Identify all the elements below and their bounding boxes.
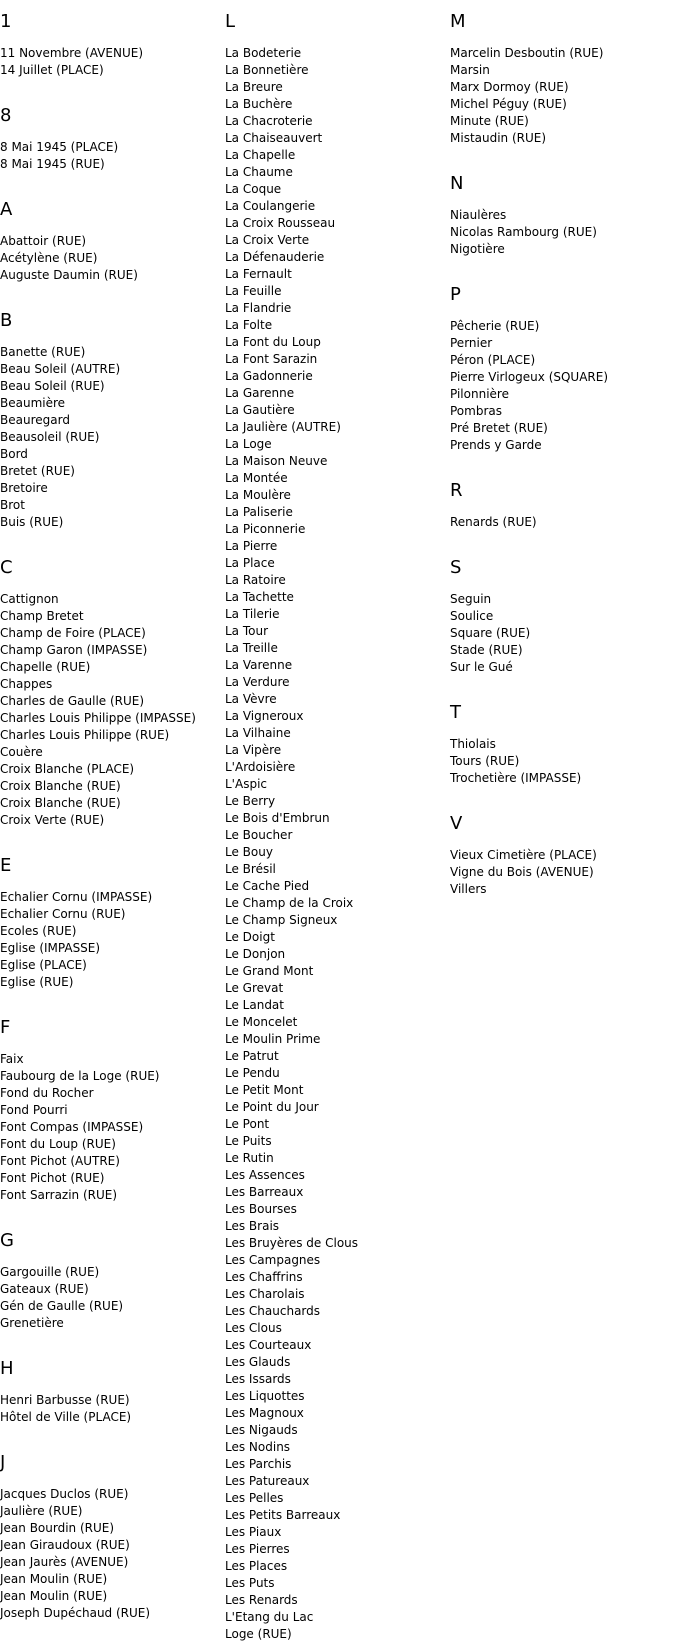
street-entry: La Tour bbox=[225, 624, 269, 638]
letter-section-g bbox=[0, 1227, 220, 1355]
street-entry: La Gadonnerie bbox=[225, 369, 313, 383]
street-list bbox=[450, 36, 670, 147]
street-entry: Pernier bbox=[450, 336, 493, 350]
street-entry: Minute (RUE) bbox=[450, 114, 529, 128]
letter-section-e bbox=[0, 852, 220, 1014]
street-list bbox=[0, 224, 220, 284]
section-letter-heading: F bbox=[0, 1017, 11, 1038]
street-list bbox=[0, 36, 220, 79]
street-list bbox=[450, 309, 670, 454]
section-spacer bbox=[0, 829, 220, 852]
street-list bbox=[0, 1255, 220, 1332]
street-entry: 8 Mai 1945 (RUE) bbox=[0, 157, 105, 171]
street-entry: La Chapelle bbox=[225, 148, 296, 162]
street-entry: Abattoir (RUE) bbox=[0, 234, 87, 248]
section-letter-heading: 8 bbox=[0, 105, 12, 126]
street-entry: Le Donjon bbox=[225, 947, 286, 961]
street-entry: Bord bbox=[0, 447, 28, 461]
letter-section-c bbox=[0, 554, 220, 852]
street-entry: Font Compas (IMPASSE) bbox=[0, 1120, 144, 1134]
section-spacer bbox=[450, 258, 670, 281]
street-list bbox=[0, 880, 220, 991]
street-entry: Le Bois d'Embrun bbox=[225, 811, 330, 825]
section-letter-heading: V bbox=[450, 813, 463, 834]
street-entry: Gén de Gaulle (RUE) bbox=[0, 1299, 124, 1313]
section-letter-heading: T bbox=[450, 702, 461, 723]
street-entry: Pierre Virlogeux (SQUARE) bbox=[450, 370, 609, 384]
section-spacer bbox=[0, 531, 220, 554]
letter-section-h bbox=[0, 1355, 220, 1449]
street-entry: Font Pichot (AUTRE) bbox=[0, 1154, 120, 1168]
street-entry: La Moulère bbox=[225, 488, 291, 502]
letter-section-t bbox=[450, 699, 670, 810]
section-spacer bbox=[450, 531, 670, 554]
street-entry: Les Liquottes bbox=[225, 1389, 305, 1403]
street-entry: Les Petits Barreaux bbox=[225, 1508, 341, 1522]
street-entry: Jean Jaurès (AVENUE) bbox=[0, 1555, 129, 1569]
street-index-column-3 bbox=[450, 8, 670, 898]
street-list bbox=[450, 582, 670, 676]
letter-section-r bbox=[450, 477, 670, 554]
street-entry: Eglise (IMPASSE) bbox=[0, 941, 101, 955]
street-entry: Les Chauchards bbox=[225, 1304, 321, 1318]
street-entry: Les Clous bbox=[225, 1321, 282, 1335]
street-entry: La Coque bbox=[225, 182, 282, 196]
street-index-column-2 bbox=[225, 8, 445, 1643]
street-entry: Renards (RUE) bbox=[450, 515, 537, 529]
street-entry: Les Glauds bbox=[225, 1355, 291, 1369]
section-spacer bbox=[0, 1426, 220, 1449]
street-entry: Jacques Duclos (RUE) bbox=[0, 1487, 129, 1501]
street-entry: Beau Soleil (AUTRE) bbox=[0, 362, 121, 376]
street-entry: La Piconnerie bbox=[225, 522, 306, 536]
street-entry: La Feuille bbox=[225, 284, 282, 298]
street-entry: Croix Blanche (RUE) bbox=[0, 779, 121, 793]
street-entry: Champ de Foire (PLACE) bbox=[0, 626, 146, 640]
street-entry: La Vigneroux bbox=[225, 709, 304, 723]
street-entry: Fond Pourri bbox=[0, 1103, 68, 1117]
street-list bbox=[0, 335, 220, 531]
section-letter-heading: P bbox=[450, 284, 461, 305]
street-entry: Le Cache Pied bbox=[225, 879, 310, 893]
street-entry: Charles Louis Philippe (RUE) bbox=[0, 728, 170, 742]
street-index-column-1 bbox=[0, 8, 220, 1622]
street-entry: Marcelin Desboutin (RUE) bbox=[450, 46, 604, 60]
street-entry: Auguste Daumin (RUE) bbox=[0, 268, 138, 282]
street-entry: Les Chaffrins bbox=[225, 1270, 303, 1284]
street-entry: Pilonnière bbox=[450, 387, 509, 401]
street-list bbox=[0, 130, 220, 173]
street-entry: Nicolas Rambourg (RUE) bbox=[450, 225, 597, 239]
street-entry: Cattignon bbox=[0, 592, 59, 606]
street-entry: Vigne du Bois (AVENUE) bbox=[450, 865, 594, 879]
street-entry: Grenetière bbox=[0, 1316, 64, 1330]
street-entry: Le Moulin Prime bbox=[225, 1032, 321, 1046]
street-list bbox=[450, 198, 670, 258]
street-entry: Banette (RUE) bbox=[0, 345, 86, 359]
letter-section-m bbox=[450, 8, 670, 170]
street-entry: La Font du Loup bbox=[225, 335, 321, 349]
street-entry: La Chaiseauvert bbox=[225, 131, 323, 145]
street-entry: Jean Bourdin (RUE) bbox=[0, 1521, 115, 1535]
street-entry: Echalier Cornu (RUE) bbox=[0, 907, 126, 921]
street-entry: Square (RUE) bbox=[450, 626, 531, 640]
street-entry: La Vipère bbox=[225, 743, 282, 757]
street-entry: Fond du Rocher bbox=[0, 1086, 94, 1100]
street-entry: Font du Loup (RUE) bbox=[0, 1137, 116, 1151]
street-entry: Les Campagnes bbox=[225, 1253, 321, 1267]
street-entry: La Tilerie bbox=[225, 607, 280, 621]
street-entry: Sur le Gué bbox=[450, 660, 513, 674]
street-entry: 11 Novembre (AVENUE) bbox=[0, 46, 143, 60]
street-entry: Gargouille (RUE) bbox=[0, 1265, 100, 1279]
street-entry: Le Pendu bbox=[225, 1066, 280, 1080]
section-letter-heading: E bbox=[0, 855, 12, 876]
street-entry: La Défenauderie bbox=[225, 250, 325, 264]
street-entry: Les Nigauds bbox=[225, 1423, 298, 1437]
street-entry: Eglise (PLACE) bbox=[0, 958, 87, 972]
street-entry: Les Pelles bbox=[225, 1491, 284, 1505]
street-entry: L'Ardoisière bbox=[225, 760, 296, 774]
street-entry: La Folte bbox=[225, 318, 273, 332]
street-entry: Jean Moulin (RUE) bbox=[0, 1589, 108, 1603]
section-spacer bbox=[0, 284, 220, 307]
street-entry: Le Patrut bbox=[225, 1049, 279, 1063]
street-entry: La Font Sarazin bbox=[225, 352, 318, 366]
street-entry: La Ratoire bbox=[225, 573, 286, 587]
street-entry: Les Places bbox=[225, 1559, 288, 1573]
street-entry: La Gautière bbox=[225, 403, 295, 417]
street-entry: Les Bruyères de Clous bbox=[225, 1236, 359, 1250]
street-list bbox=[0, 1383, 220, 1426]
street-entry: La Fernault bbox=[225, 267, 292, 281]
section-letter-heading: M bbox=[450, 11, 466, 32]
street-entry: Villers bbox=[450, 882, 487, 896]
section-spacer bbox=[0, 79, 220, 102]
street-entry: La Verdure bbox=[225, 675, 290, 689]
street-entry: 14 Juillet (PLACE) bbox=[0, 63, 104, 77]
street-entry: Les Piaux bbox=[225, 1525, 282, 1539]
street-entry: Chapelle (RUE) bbox=[0, 660, 91, 674]
section-letter-heading: N bbox=[450, 173, 464, 194]
street-entry: La Bonnetière bbox=[225, 63, 309, 77]
street-entry: Les Renards bbox=[225, 1593, 298, 1607]
letter-section-l bbox=[225, 8, 445, 1643]
street-entry: Le Rutin bbox=[225, 1151, 274, 1165]
street-entry: Les Pierres bbox=[225, 1542, 290, 1556]
street-entry: Charles Louis Philippe (IMPASSE) bbox=[0, 711, 196, 725]
street-entry: Jean Moulin (RUE) bbox=[0, 1572, 108, 1586]
street-entry: Bretet (RUE) bbox=[0, 464, 75, 478]
street-entry: Pombras bbox=[450, 404, 502, 418]
street-entry: Les Nodins bbox=[225, 1440, 291, 1454]
street-entry: Croix Blanche (RUE) bbox=[0, 796, 121, 810]
street-entry: La Montée bbox=[225, 471, 288, 485]
street-entry: La Croix Verte bbox=[225, 233, 310, 247]
street-entry: Marsin bbox=[450, 63, 490, 77]
street-list bbox=[225, 36, 445, 1643]
street-entry: Le Champ de la Croix bbox=[225, 896, 354, 910]
street-entry: La Maison Neuve bbox=[225, 454, 328, 468]
street-entry: Les Issards bbox=[225, 1372, 291, 1386]
street-entry: Le Grevat bbox=[225, 981, 284, 995]
street-entry: Acétylène (RUE) bbox=[0, 251, 98, 265]
street-entry: Charles de Gaulle (RUE) bbox=[0, 694, 145, 708]
street-entry: Croix Verte (RUE) bbox=[0, 813, 105, 827]
street-entry: La Bodeterie bbox=[225, 46, 302, 60]
street-entry: La Varenne bbox=[225, 658, 293, 672]
street-entry: Le Doigt bbox=[225, 930, 275, 944]
section-letter-heading: A bbox=[0, 199, 13, 220]
street-entry: Stade (RUE) bbox=[450, 643, 523, 657]
street-entry: Prends y Garde bbox=[450, 438, 542, 452]
street-entry: Les Assences bbox=[225, 1168, 305, 1182]
street-entry: Font Sarrazin (RUE) bbox=[0, 1188, 118, 1202]
street-entry: Les Magnoux bbox=[225, 1406, 304, 1420]
letter-section-a bbox=[0, 196, 220, 307]
street-entry: Les Brais bbox=[225, 1219, 280, 1233]
street-entry: La Pierre bbox=[225, 539, 278, 553]
section-spacer bbox=[0, 173, 220, 196]
section-letter-heading: G bbox=[0, 1230, 14, 1251]
street-entry: Nigotière bbox=[450, 242, 505, 256]
street-entry: Faix bbox=[0, 1052, 24, 1066]
street-entry: La Flandrie bbox=[225, 301, 292, 315]
street-entry: La Garenne bbox=[225, 386, 295, 400]
letter-section-s bbox=[450, 554, 670, 699]
street-entry: Pré Bretet (RUE) bbox=[450, 421, 548, 435]
street-entry: Champ Garon (IMPASSE) bbox=[0, 643, 148, 657]
street-entry: La Vèvre bbox=[225, 692, 277, 706]
street-entry: Faubourg de la Loge (RUE) bbox=[0, 1069, 160, 1083]
street-entry: Les Bourses bbox=[225, 1202, 297, 1216]
street-entry: Michel Péguy (RUE) bbox=[450, 97, 567, 111]
letter-section-f bbox=[0, 1014, 220, 1227]
street-entry: Le Bouy bbox=[225, 845, 273, 859]
letter-section-v bbox=[450, 810, 670, 898]
street-entry: Tours (RUE) bbox=[450, 754, 520, 768]
street-entry: Le Brésil bbox=[225, 862, 276, 876]
section-letter-heading: B bbox=[0, 310, 13, 331]
section-spacer bbox=[450, 147, 670, 170]
section-letter-heading: C bbox=[0, 557, 13, 578]
street-entry: Beau Soleil (RUE) bbox=[0, 379, 105, 393]
street-entry: Les Parchis bbox=[225, 1457, 292, 1471]
letter-section-b bbox=[0, 307, 220, 554]
section-letter-heading: R bbox=[450, 480, 463, 501]
letter-section-n bbox=[450, 170, 670, 281]
street-entry: Chappes bbox=[0, 677, 53, 691]
street-entry: Le Petit Mont bbox=[225, 1083, 304, 1097]
street-entry: Eglise (RUE) bbox=[0, 975, 74, 989]
street-list bbox=[450, 727, 670, 787]
street-entry: Henri Barbusse (RUE) bbox=[0, 1393, 130, 1407]
street-entry: Marx Dormoy (RUE) bbox=[450, 80, 569, 94]
street-entry: Thiolais bbox=[450, 737, 496, 751]
street-entry: La Jaulière (AUTRE) bbox=[225, 420, 341, 434]
street-entry: Champ Bretet bbox=[0, 609, 84, 623]
section-letter-heading: H bbox=[0, 1358, 14, 1379]
street-entry: Beaumière bbox=[0, 396, 66, 410]
street-entry: La Place bbox=[225, 556, 275, 570]
street-entry: Le Champ Signeux bbox=[225, 913, 338, 927]
street-entry: Mistaudin (RUE) bbox=[450, 131, 547, 145]
section-spacer bbox=[450, 676, 670, 699]
street-entry: Vieux Cimetière (PLACE) bbox=[450, 848, 597, 862]
street-entry: Les Patureaux bbox=[225, 1474, 310, 1488]
street-entry: Hôtel de Ville (PLACE) bbox=[0, 1410, 132, 1424]
street-entry: Les Puts bbox=[225, 1576, 275, 1590]
street-entry: L'Aspic bbox=[225, 777, 267, 791]
street-entry: Jean Giraudoux (RUE) bbox=[0, 1538, 130, 1552]
street-entry: Les Charolais bbox=[225, 1287, 305, 1301]
street-entry: La Tachette bbox=[225, 590, 294, 604]
street-entry: Bretoire bbox=[0, 481, 48, 495]
street-entry: Beausoleil (RUE) bbox=[0, 430, 100, 444]
street-entry: Echalier Cornu (IMPASSE) bbox=[0, 890, 153, 904]
letter-section-p bbox=[450, 281, 670, 477]
street-entry: La Vilhaine bbox=[225, 726, 291, 740]
section-letter-heading: L bbox=[225, 11, 236, 32]
street-entry: Le Point du Jour bbox=[225, 1100, 319, 1114]
street-entry: Buis (RUE) bbox=[0, 515, 64, 529]
street-entry: Seguin bbox=[450, 592, 492, 606]
street-entry: Beauregard bbox=[0, 413, 70, 427]
street-entry: Le Pont bbox=[225, 1117, 270, 1131]
street-entry: Péron (PLACE) bbox=[450, 353, 536, 367]
street-entry: Les Barreaux bbox=[225, 1185, 304, 1199]
street-entry: La Loge bbox=[225, 437, 272, 451]
street-list bbox=[0, 1042, 220, 1204]
street-entry: La Treille bbox=[225, 641, 278, 655]
street-entry: Font Pichot (RUE) bbox=[0, 1171, 105, 1185]
street-entry: Niaulères bbox=[450, 208, 507, 222]
street-entry: La Paliserie bbox=[225, 505, 293, 519]
street-entry: L'Etang du Lac bbox=[225, 1610, 314, 1624]
street-list bbox=[450, 505, 670, 531]
letter-section-j bbox=[0, 1449, 220, 1622]
section-spacer bbox=[0, 991, 220, 1014]
street-entry: Couère bbox=[0, 745, 43, 759]
street-entry: Loge (RUE) bbox=[225, 1627, 292, 1641]
letter-section-1 bbox=[0, 8, 220, 102]
street-entry: La Coulangerie bbox=[225, 199, 316, 213]
section-spacer bbox=[450, 454, 670, 477]
street-entry: La Chaume bbox=[225, 165, 293, 179]
letter-section-8 bbox=[0, 102, 220, 196]
street-entry: Les Courteaux bbox=[225, 1338, 312, 1352]
street-entry: Trochetière (IMPASSE) bbox=[450, 771, 582, 785]
street-entry: Le Puits bbox=[225, 1134, 272, 1148]
section-spacer bbox=[450, 787, 670, 810]
section-spacer bbox=[0, 1204, 220, 1227]
street-entry: Le Berry bbox=[225, 794, 276, 808]
street-entry: Soulice bbox=[450, 609, 494, 623]
section-spacer bbox=[0, 1332, 220, 1355]
street-list bbox=[0, 1477, 220, 1622]
section-letter-heading: J bbox=[0, 1452, 6, 1473]
street-entry: Le Landat bbox=[225, 998, 284, 1012]
street-entry: Jaulière (RUE) bbox=[0, 1504, 83, 1518]
street-entry: Le Grand Mont bbox=[225, 964, 314, 978]
street-entry: La Breure bbox=[225, 80, 283, 94]
street-entry: Le Moncelet bbox=[225, 1015, 298, 1029]
street-entry: Joseph Dupéchaud (RUE) bbox=[0, 1606, 151, 1620]
street-entry: La Chacroterie bbox=[225, 114, 313, 128]
street-entry: 8 Mai 1945 (PLACE) bbox=[0, 140, 119, 154]
street-entry: La Croix Rousseau bbox=[225, 216, 336, 230]
street-entry: Gateaux (RUE) bbox=[0, 1282, 89, 1296]
section-letter-heading: S bbox=[450, 557, 462, 578]
section-letter-heading: 1 bbox=[0, 11, 12, 32]
street-entry: Brot bbox=[0, 498, 25, 512]
street-entry: Pêcherie (RUE) bbox=[450, 319, 540, 333]
street-entry: La Buchère bbox=[225, 97, 293, 111]
street-entry: Croix Blanche (PLACE) bbox=[0, 762, 135, 776]
street-list bbox=[0, 582, 220, 829]
street-entry: Ecoles (RUE) bbox=[0, 924, 77, 938]
street-entry: Le Boucher bbox=[225, 828, 293, 842]
street-list bbox=[450, 838, 670, 898]
